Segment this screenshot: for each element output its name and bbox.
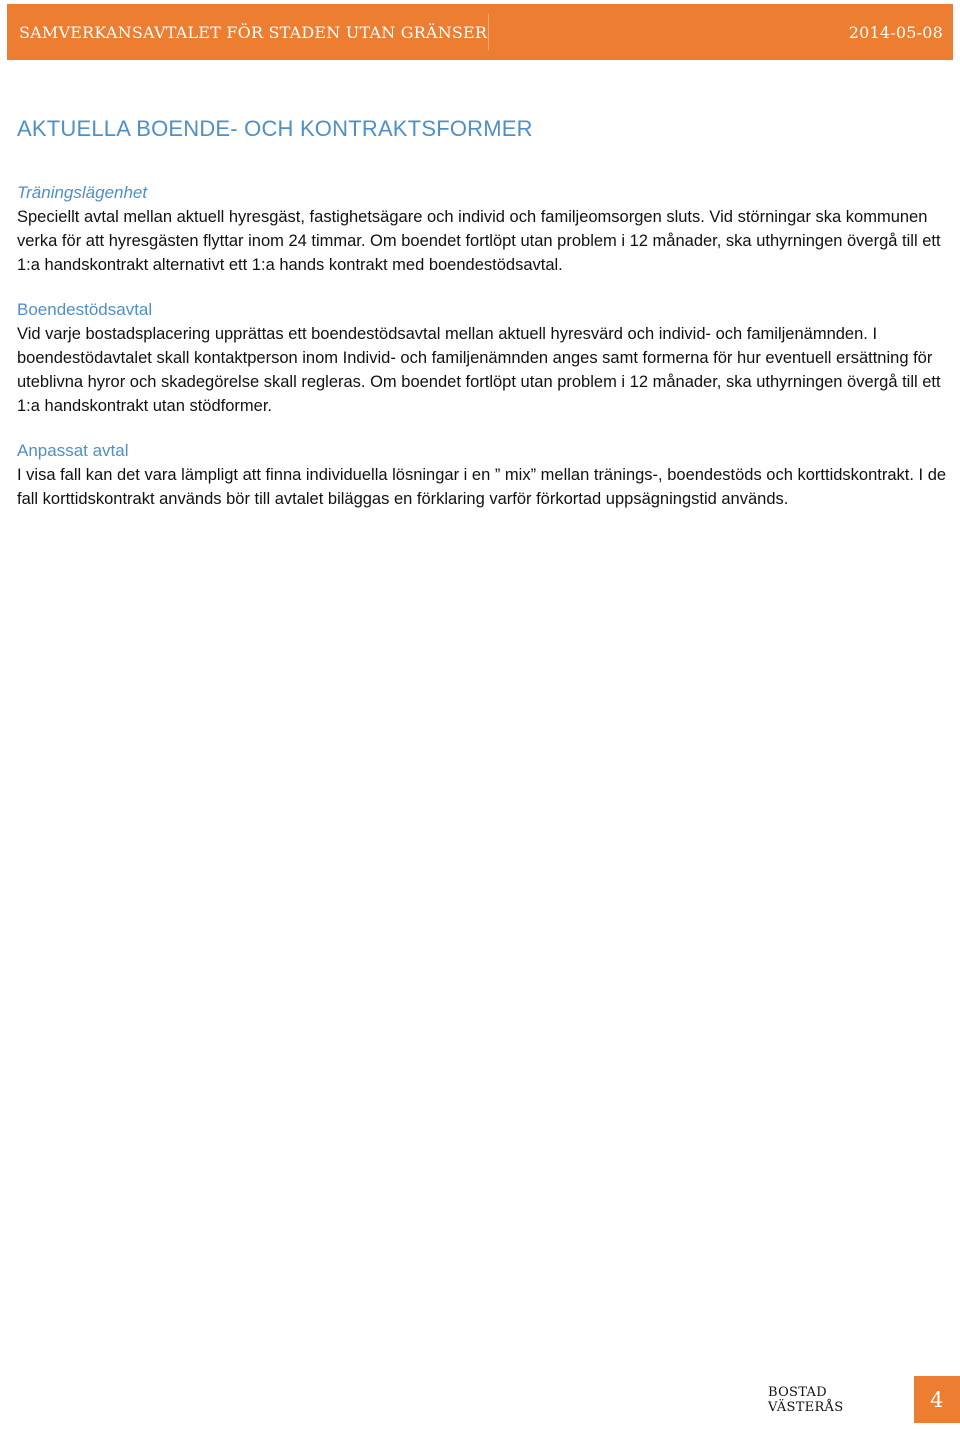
spacer [17,418,947,439]
page-footer [768,1376,960,1423]
section-heading: Anpassat avtal [17,441,129,460]
document-body [17,110,947,511]
main-heading: AKTUELLA BOENDE- OCH KONTRAKTSFORMER [17,116,533,141]
page-number: 4 [914,1376,960,1423]
section-heading: Boendestödsavtal [17,300,153,319]
footer-label: BOSTAD VÄSTERÅS [768,1384,844,1415]
section-boendestodsavtal [17,298,947,418]
section-traningslagenhet [17,181,947,277]
page-header [7,4,953,60]
spacer [17,277,947,298]
section-body: Vid varje bostadsplacering upprättas ett boendestödsavtal mellan aktuell hyresvärd och individ- och familjenämnden. I boendestödavtalet skall kontaktperson inom Individ- och familjenämnden anges samt formerna för hur eventuell ersättning för uteblivna hyror och skadegörelse skall regleras. Om boendet fortlöpt utan problem i 12 månader, ska uthyrningen övergå till ett 1:a handskontrakt utan stödformer. [17,325,941,415]
section-body: Speciellt avtal mellan aktuell hyresgäst, fastighetsägare och individ och familjeomsorgen sluts. Vid störningar ska kommunen verka för att hyresgästen flyttar inom 24 timmar. Om boendet fortlöpt utan problem i 12 månader, ska uthyrningen övergå till ett 1:a handskontrakt alternativt ett 1:a hands kontrakt med boendestödsavtal. [17,208,941,274]
header-date: 2014-05-08 [848,22,943,42]
header-divider [488,14,489,50]
section-body: I visa fall kan det vara lämpligt att finna individuella lösningar i en ” mix” mellan tränings-, boendestöds och korttidskontrakt. I de fall korttidskontrakt används bör till avtalet biläggas en förklaring varför förkortad uppsägningstid används. [17,466,947,508]
header-title: SAMVERKANSAVTALET FÖR STADEN UTAN GRÄNSER [19,22,488,42]
spacer [17,148,947,181]
section-heading: Träningslägenhet [17,183,148,202]
section-anpassat-avtal [17,439,947,511]
